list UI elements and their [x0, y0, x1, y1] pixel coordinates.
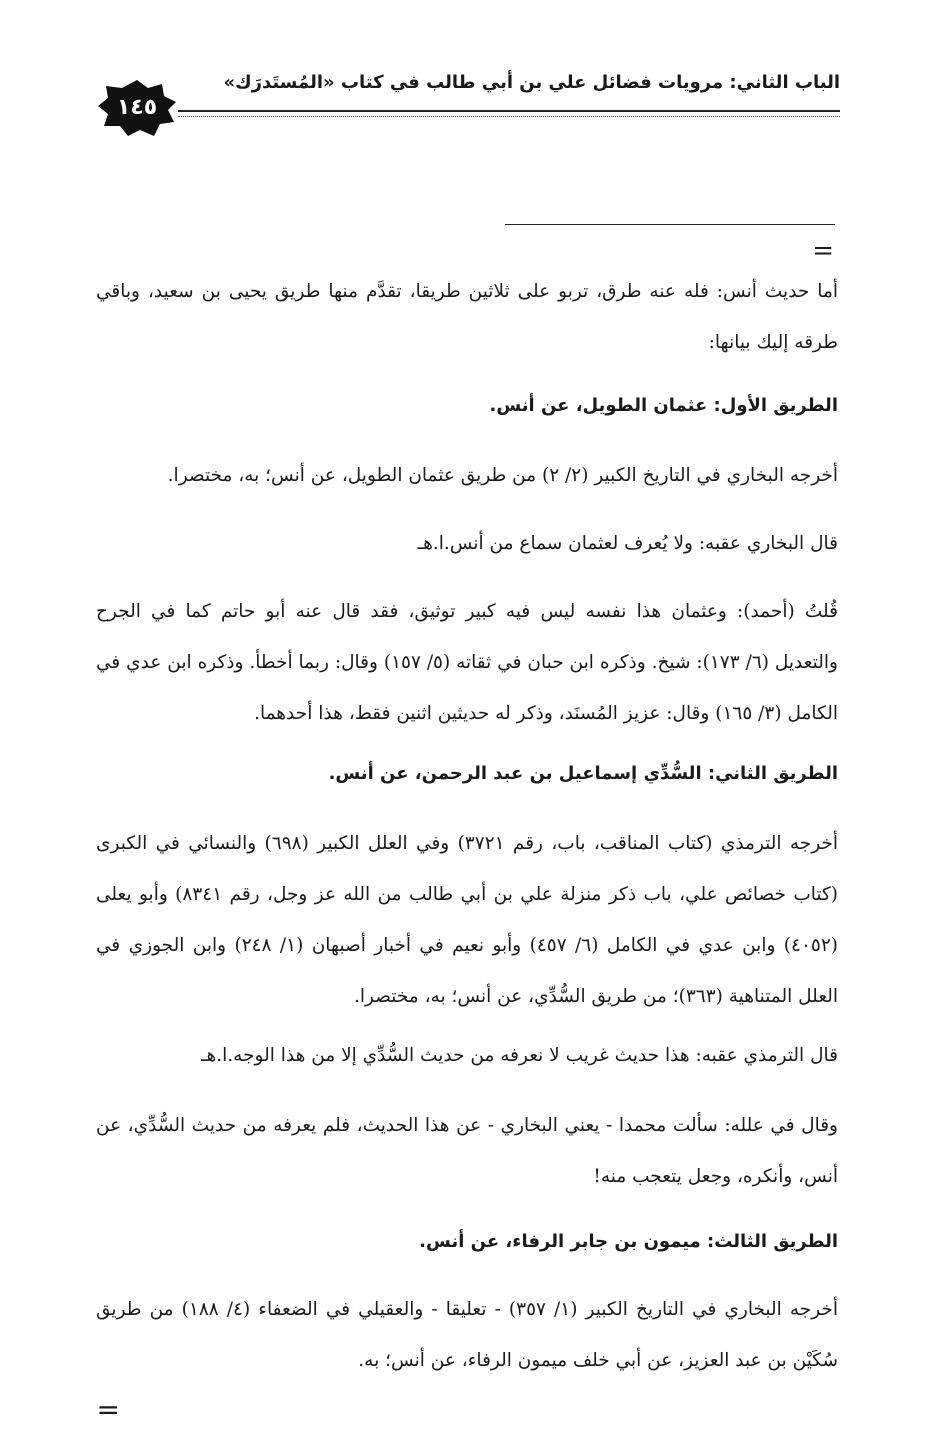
paragraph-tirmidhi-takhrij: أخرجه الترمذي (كتاب المناقب، باب، رقم ٣٧٢١) وفي العلل الكبير (٦٩٨) والنسائي في الكبرى (كتاب خصائص علي، باب ذكر منزلة علي بن أبي طالب من الله عز وجل، رقم ٨٣٤١) وأبو يعلى (٤٠٥٢) وابن عدي في الكامل (٦/ ٤٥٧) وأبو نعيم في أخبار أصبهان (١/ ٢٤٨) وابن الجوزي في العلل المتناهية (٣٦٣)؛ من طريق السُّدِّي، عن أنس؛ به، مختصرا.	[96, 833, 838, 1007]
heading-second-route: الطريق الثاني: السُّدِّي إسماعيل بن عبد الرحمن، عن أنس.	[328, 763, 838, 784]
paragraph-bukhari-tarikh: أخرجه البخاري في التاريخ الكبير (٢/ ٢) من طريق عثمان الطويل، عن أنس؛ به، مختصرا.	[167, 465, 838, 486]
paragraph-tirmidhi-comment: قال الترمذي عقبه: هذا حديث غريب لا نعرفه من حديث السُّدِّي إلا من هذا الوجه.ا.هـ	[201, 1045, 838, 1066]
paragraph-bukhari-uqayli: أخرجه البخاري في التاريخ الكبير (١/ ٣٥٧) - تعليقا - والعقيلي في الضعفاء (٤/ ١٨٨) من طريق سُكَيْن بن عبد العزيز، عن أبي خلف ميمون الرفاء، عن أنس؛ به.	[96, 1299, 839, 1371]
page-number: ١٤٥	[116, 95, 158, 120]
paragraph-anas-hadith: أما حديث أنس: فله عنه طرق، تربو على ثلاثين طريقا، تقدَّم منها طريق يحيى بن سعيد، وباقي طرقه إليك بيانها:	[96, 281, 838, 353]
header-rule	[178, 110, 840, 117]
heading-third-route: الطريق الثالث: ميمون بن جابر الرفاء، عن أنس.	[419, 1231, 838, 1252]
chapter-title: الباب الثاني: مرويات فضائل علي بن أبي طالب في كتاب «المُستَدرَك»	[223, 72, 840, 93]
footer-continuation-mark: =	[96, 1393, 120, 1426]
paragraph-bukhari-comment: قال البخاري عقبه: ولا يُعرف لعثمان سماع من أنس.ا.هـ	[417, 533, 838, 554]
footnote-continuation-rule	[505, 224, 835, 225]
page-number-badge	[96, 78, 178, 138]
running-header	[96, 66, 840, 136]
continuation-mark: =	[812, 236, 834, 266]
heading-first-route: الطريق الأول: عثمان الطويل، عن أنس.	[489, 395, 838, 416]
paragraph-author-note: قُلتُ (أحمد): وعثمان هذا نفسه ليس فيه كبير توثيق، فقد قال عنه أبو حاتم كما في الجرح والتعديل (٦/ ١٧٣): شيخ. وذكره ابن حبان في ثقاته (٥/ ١٥٧) وقال: ربما أخطأ. وذكره ابن عدي في الكامل (٣/ ١٦٥) وقال: عزيز المُسنَد، وذكر له حديثين اثنين فقط، هذا أحدهما.	[96, 601, 838, 724]
paragraph-ilal-comment: وقال في علله: سألت محمدا - يعني البخاري - عن هذا الحديث، فلم يعرفه من حديث السُّدِّي، عن أنس، وأنكره، وجعل يتعجب منه!	[96, 1115, 838, 1187]
